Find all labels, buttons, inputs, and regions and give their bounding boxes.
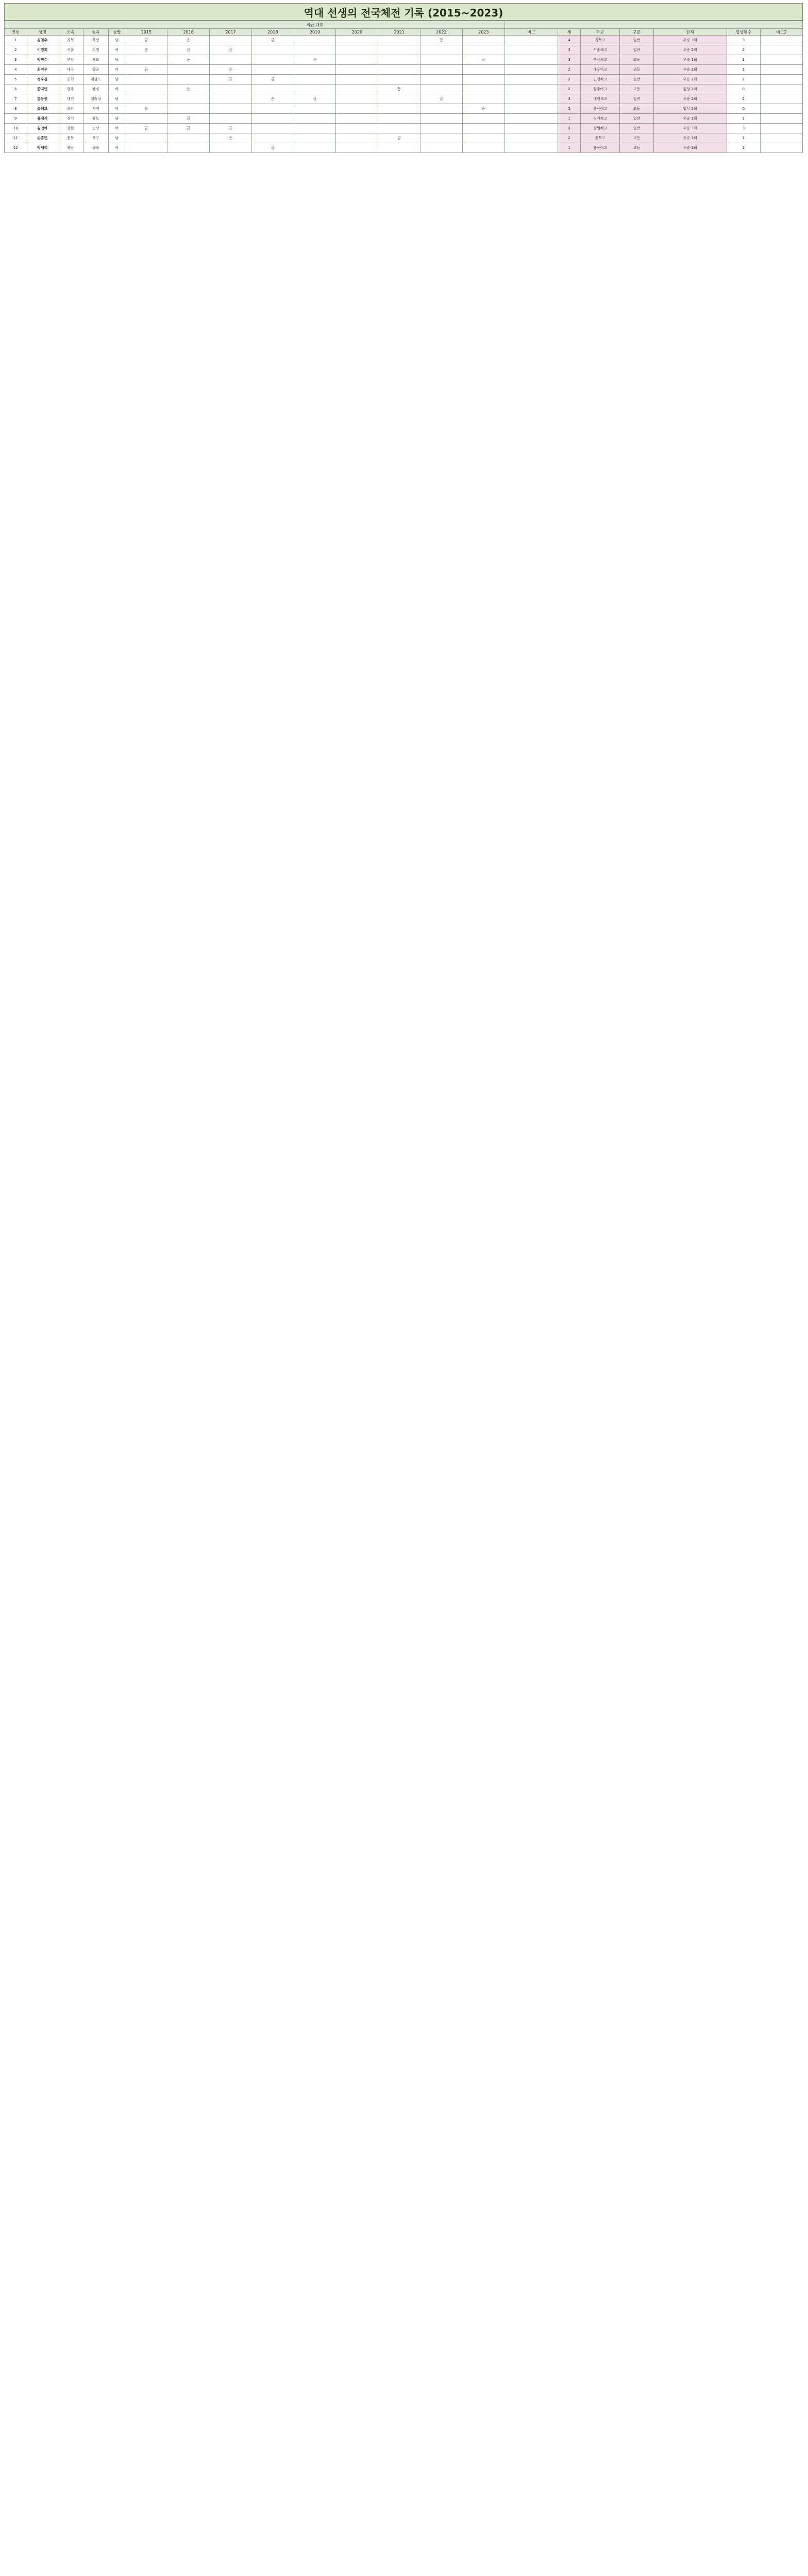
table-cell-y2018 <box>251 65 294 75</box>
table-cell-kind: 일반 <box>620 45 653 55</box>
table-cell-y2015 <box>125 75 167 84</box>
table-cell-school: 강원체고 <box>580 124 619 133</box>
table-cell-count: 2 <box>727 45 760 55</box>
table-cell-record: 우승 2회 <box>653 45 727 55</box>
table-cell-event: 수영 <box>83 45 108 55</box>
header-cell: 2018 <box>251 29 294 36</box>
table-cell-y2017: 금 <box>210 75 252 84</box>
table-cell-kind: 일반 <box>620 94 653 104</box>
table-cell-count: 1 <box>727 133 760 143</box>
table-cell-sex: 남 <box>108 75 125 84</box>
header-row-group <box>5 21 803 29</box>
header-cell: 2021 <box>378 29 420 36</box>
table-cell-y2023 <box>462 75 504 84</box>
table-cell-note <box>504 143 558 153</box>
table-cell-y2022 <box>420 55 463 65</box>
table-cell-y2017 <box>210 84 252 94</box>
table-cell-org: 경북 <box>58 36 83 45</box>
table-cell-y2018 <box>251 124 294 133</box>
table-cell-total: 1 <box>558 114 581 124</box>
table-cell-etc <box>760 55 802 65</box>
header-cell: 전적 <box>653 29 727 36</box>
table-cell-name: 유재석 <box>27 114 58 124</box>
header-blank <box>5 21 125 29</box>
table-cell-y2017 <box>210 104 252 114</box>
table-cell-record: 우승 2회 <box>653 94 727 104</box>
table-cell-count: 1 <box>727 65 760 75</box>
table-cell-sex: 여 <box>108 104 125 114</box>
header-group-years: 최근 대회 <box>125 21 504 29</box>
table-cell-event: 육상 <box>83 36 108 45</box>
header-cell: 비고 <box>504 29 558 36</box>
table-cell-note <box>504 114 558 124</box>
table-cell-event: 양궁 <box>83 65 108 75</box>
table-cell-y2021 <box>378 104 420 114</box>
table-cell-etc <box>760 84 802 94</box>
table-cell-school: 충북고 <box>580 133 619 143</box>
table-cell-record: 우승 1회 <box>653 65 727 75</box>
table-cell-y2019 <box>294 45 336 55</box>
table-cell-event: 빙상 <box>83 124 108 133</box>
table-cell-school: 인천체고 <box>580 75 619 84</box>
table-cell-y2023 <box>462 124 504 133</box>
table-cell-school: 경기체고 <box>580 114 619 124</box>
table-cell-sex: 남 <box>108 94 125 104</box>
table-cell-etc <box>760 114 802 124</box>
table-cell-name: 송혜교 <box>27 104 58 114</box>
table-cell-y2018 <box>251 84 294 94</box>
table-cell-y2023 <box>462 84 504 94</box>
table-cell-y2020 <box>336 84 378 94</box>
table-cell-y2020 <box>336 36 378 45</box>
table-cell-y2021: 금 <box>378 133 420 143</box>
table-cell-sex: 여 <box>108 124 125 133</box>
table-cell-org: 울산 <box>58 104 83 114</box>
table-cell-name: 한지민 <box>27 84 58 94</box>
table-cell-name: 김연아 <box>27 124 58 133</box>
table-cell-y2019: 은 <box>294 55 336 65</box>
table-cell-etc <box>760 75 802 84</box>
table-cell-sex: 남 <box>108 36 125 45</box>
table-cell-y2019 <box>294 114 336 124</box>
table-cell-record: 우승 3회 <box>653 124 727 133</box>
table-cell-no: 9 <box>5 114 27 124</box>
table-cell-org: 광주 <box>58 84 83 94</box>
table-cell-school: 경북고 <box>580 36 619 45</box>
table-cell-kind: 일반 <box>620 75 653 84</box>
table-cell-no: 3 <box>5 55 27 65</box>
table-cell-org: 인천 <box>58 75 83 84</box>
header-cell: 2022 <box>420 29 463 36</box>
table-cell-kind: 고등 <box>620 65 653 75</box>
table-cell-y2022 <box>420 124 463 133</box>
table-cell-school: 대전체고 <box>580 94 619 104</box>
header-row <box>5 29 803 36</box>
table-cell-y2016 <box>167 143 210 153</box>
header-cell: 종목 <box>83 29 108 36</box>
table-cell-y2023 <box>462 133 504 143</box>
table-cell-y2018 <box>251 133 294 143</box>
table-cell-school: 충남여고 <box>580 143 619 153</box>
table-cell-y2021 <box>378 114 420 124</box>
table-cell-y2021 <box>378 55 420 65</box>
header-cell: 2016 <box>167 29 210 36</box>
table-cell-etc <box>760 94 802 104</box>
table-cell-y2020 <box>336 45 378 55</box>
table-cell-school: 부산체고 <box>580 55 619 65</box>
table-row <box>5 104 803 114</box>
table-cell-y2017: 은 <box>210 133 252 143</box>
table-cell-y2022 <box>420 114 463 124</box>
table-cell-name: 강동원 <box>27 94 58 104</box>
table-cell-etc <box>760 124 802 133</box>
table-cell-y2019 <box>294 124 336 133</box>
table-cell-record: 우승 1회 <box>653 133 727 143</box>
table-body <box>5 36 803 153</box>
table-row <box>5 143 803 153</box>
table-cell-count: 2 <box>727 75 760 84</box>
table-cell-y2022 <box>420 45 463 55</box>
table-cell-y2020 <box>336 104 378 114</box>
sheet-title-bar <box>4 3 803 21</box>
table-cell-y2022 <box>420 133 463 143</box>
table-cell-y2015 <box>125 84 167 94</box>
table-cell-y2018: 은 <box>251 94 294 104</box>
table-cell-sex: 여 <box>108 65 125 75</box>
header-cell: 2017 <box>210 29 252 36</box>
table-cell-y2015 <box>125 114 167 124</box>
table-cell-y2015: 금 <box>125 65 167 75</box>
table-cell-org: 경기 <box>58 114 83 124</box>
table-cell-y2021: 동 <box>378 84 420 94</box>
table-cell-y2022 <box>420 65 463 75</box>
header-cell: 소속 <box>58 29 83 36</box>
table-cell-record: 우승 1회 <box>653 114 727 124</box>
table-cell-y2017: 은 <box>210 65 252 75</box>
records-table <box>4 21 803 153</box>
table-cell-no: 8 <box>5 104 27 114</box>
table-cell-kind: 고등 <box>620 84 653 94</box>
header-cell: 2020 <box>336 29 378 36</box>
header-cell: 입상횟수 <box>727 29 760 36</box>
table-cell-y2016 <box>167 94 210 104</box>
table-cell-y2018 <box>251 104 294 114</box>
table-cell-total: 3 <box>558 124 581 133</box>
table-cell-y2019 <box>294 84 336 94</box>
table-cell-total: 2 <box>558 133 581 143</box>
table-cell-y2020 <box>336 114 378 124</box>
table-cell-sex: 여 <box>108 84 125 94</box>
table-cell-org: 충북 <box>58 133 83 143</box>
table-cell-y2015 <box>125 94 167 104</box>
table-cell-y2016: 은 <box>167 84 210 94</box>
table-cell-no: 12 <box>5 143 27 153</box>
table-cell-y2022: 동 <box>420 36 463 45</box>
table-cell-y2021 <box>378 65 420 75</box>
table-cell-y2022 <box>420 75 463 84</box>
table-row <box>5 55 803 65</box>
table-cell-kind: 일반 <box>620 124 653 133</box>
table-cell-y2016: 금 <box>167 124 210 133</box>
table-cell-kind: 고등 <box>620 143 653 153</box>
table-cell-note <box>504 133 558 143</box>
table-cell-y2023 <box>462 114 504 124</box>
table-cell-y2017 <box>210 143 252 153</box>
table-cell-etc <box>760 65 802 75</box>
table-cell-total: 4 <box>558 36 581 45</box>
table-cell-count: 3 <box>727 124 760 133</box>
table-cell-y2015: 은 <box>125 45 167 55</box>
table-row <box>5 36 803 45</box>
table-cell-note <box>504 45 558 55</box>
table-cell-total: 2 <box>558 84 581 94</box>
table-cell-note <box>504 94 558 104</box>
table-cell-count: 3 <box>727 36 760 45</box>
table-cell-y2019: 금 <box>294 94 336 104</box>
table-cell-etc <box>760 45 802 55</box>
table-cell-sex: 여 <box>108 143 125 153</box>
table-cell-y2022: 금 <box>420 94 463 104</box>
table-cell-y2020 <box>336 65 378 75</box>
table-cell-y2021 <box>378 94 420 104</box>
table-cell-y2015 <box>125 133 167 143</box>
table-cell-no: 10 <box>5 124 27 133</box>
header-blank-right <box>504 21 802 29</box>
table-cell-org: 서울 <box>58 45 83 55</box>
table-cell-y2018: 금 <box>251 75 294 84</box>
table-cell-event: 펜싱 <box>83 84 108 94</box>
header-cell: 성별 <box>108 29 125 36</box>
table-row <box>5 65 803 75</box>
sheet-title: 역대 선생의 전국체전 기록 (2015~2023) <box>304 6 503 19</box>
table-cell-y2017: 금 <box>210 45 252 55</box>
table-cell-event: 태권도 <box>83 75 108 84</box>
table-cell-event: 축구 <box>83 133 108 143</box>
table-cell-school: 광주여고 <box>580 84 619 94</box>
table-cell-y2019 <box>294 36 336 45</box>
table-cell-y2019 <box>294 104 336 114</box>
table-cell-sex: 남 <box>108 55 125 65</box>
table-cell-y2023 <box>462 36 504 45</box>
table-cell-note <box>504 104 558 114</box>
table-cell-total: 2 <box>558 75 581 84</box>
table-cell-y2016: 금 <box>167 114 210 124</box>
table-cell-y2017 <box>210 36 252 45</box>
table-cell-y2021 <box>378 45 420 55</box>
table-cell-y2015: 동 <box>125 104 167 114</box>
header-cell: 계 <box>558 29 581 36</box>
table-cell-kind: 고등 <box>620 55 653 65</box>
table-cell-name: 박세리 <box>27 143 58 153</box>
table-cell-kind: 고등 <box>620 133 653 143</box>
table-cell-y2022 <box>420 143 463 153</box>
table-cell-school: 울산여고 <box>580 104 619 114</box>
table-cell-y2020 <box>336 94 378 104</box>
table-cell-y2018 <box>251 45 294 55</box>
table-cell-y2020 <box>336 124 378 133</box>
table-cell-y2023: 금 <box>462 55 504 65</box>
table-cell-name: 정우성 <box>27 75 58 84</box>
table-cell-y2018 <box>251 55 294 65</box>
header-cell: 2023 <box>462 29 504 36</box>
table-cell-event: 레슬링 <box>83 94 108 104</box>
table-cell-no: 2 <box>5 45 27 55</box>
table-cell-note <box>504 36 558 45</box>
table-row <box>5 133 803 143</box>
table-cell-y2020 <box>336 55 378 65</box>
table-cell-no: 6 <box>5 84 27 94</box>
table-cell-total: 3 <box>558 55 581 65</box>
table-cell-kind: 고등 <box>620 104 653 114</box>
table-cell-event: 유도 <box>83 114 108 124</box>
table-cell-record: 우승 2회 <box>653 75 727 84</box>
table-cell-y2023: 은 <box>462 104 504 114</box>
header-cell: 구분 <box>620 29 653 36</box>
table-cell-y2021 <box>378 36 420 45</box>
table-cell-y2015: 금 <box>125 124 167 133</box>
table-cell-org: 대전 <box>58 94 83 104</box>
table-cell-org: 부산 <box>58 55 83 65</box>
header-cell: 연번 <box>5 29 27 36</box>
table-cell-y2019 <box>294 133 336 143</box>
table-cell-sex: 남 <box>108 114 125 124</box>
table-cell-note <box>504 65 558 75</box>
table-cell-total: 3 <box>558 94 581 104</box>
table-cell-org: 충남 <box>58 143 83 153</box>
table-cell-y2018: 금 <box>251 36 294 45</box>
table-cell-org: 대구 <box>58 65 83 75</box>
table-cell-y2016 <box>167 75 210 84</box>
table-cell-no: 5 <box>5 75 27 84</box>
table-cell-name: 최지우 <box>27 65 58 75</box>
table-cell-note <box>504 124 558 133</box>
table-cell-y2019 <box>294 65 336 75</box>
table-cell-y2015 <box>125 55 167 65</box>
header-cell: 비고2 <box>760 29 802 36</box>
table-cell-etc <box>760 133 802 143</box>
table-cell-y2017: 금 <box>210 124 252 133</box>
table-cell-kind: 일반 <box>620 36 653 45</box>
table-cell-name: 이영희 <box>27 45 58 55</box>
table-cell-y2018: 금 <box>251 143 294 153</box>
table-row <box>5 45 803 55</box>
table-cell-no: 4 <box>5 65 27 75</box>
table-cell-name: 김철수 <box>27 36 58 45</box>
table-cell-etc <box>760 36 802 45</box>
table-cell-count: 0 <box>727 104 760 114</box>
header-cell: 2015 <box>125 29 167 36</box>
table-cell-no: 1 <box>5 36 27 45</box>
table-cell-y2016: 은 <box>167 36 210 45</box>
table-cell-record: 우승 3회 <box>653 36 727 45</box>
table-cell-total: 2 <box>558 104 581 114</box>
table-row <box>5 75 803 84</box>
table-cell-record: 입상 2회 <box>653 84 727 94</box>
table-cell-org: 강원 <box>58 124 83 133</box>
table-cell-note <box>504 84 558 94</box>
table-cell-y2019 <box>294 75 336 84</box>
table-cell-y2017 <box>210 114 252 124</box>
table-cell-event: 골프 <box>83 143 108 153</box>
table-cell-event: 체조 <box>83 55 108 65</box>
table-cell-y2016 <box>167 65 210 75</box>
table-cell-record: 우승 1회 <box>653 55 727 65</box>
table-cell-y2023 <box>462 65 504 75</box>
header-cell: 학교 <box>580 29 619 36</box>
table-cell-y2020 <box>336 75 378 84</box>
table-cell-note <box>504 75 558 84</box>
table-cell-y2015 <box>125 143 167 153</box>
table-row <box>5 94 803 104</box>
table-cell-y2016 <box>167 133 210 143</box>
table-cell-y2021 <box>378 124 420 133</box>
table-cell-count: 2 <box>727 94 760 104</box>
table-cell-count: 1 <box>727 55 760 65</box>
table-cell-y2023 <box>462 45 504 55</box>
table-cell-y2015: 금 <box>125 36 167 45</box>
table-cell-y2020 <box>336 143 378 153</box>
table-cell-total: 2 <box>558 65 581 75</box>
table-row <box>5 84 803 94</box>
table-cell-y2023 <box>462 94 504 104</box>
table-cell-count: 1 <box>727 114 760 124</box>
table-cell-y2023 <box>462 143 504 153</box>
table-cell-record: 입상 2회 <box>653 104 727 114</box>
table-cell-no: 7 <box>5 94 27 104</box>
table-cell-y2022 <box>420 84 463 94</box>
table-cell-y2018 <box>251 114 294 124</box>
table-cell-y2016 <box>167 104 210 114</box>
table-cell-school: 서울체고 <box>580 45 619 55</box>
table-cell-y2017 <box>210 55 252 65</box>
table-cell-y2021 <box>378 143 420 153</box>
table-cell-no: 11 <box>5 133 27 143</box>
table-cell-y2020 <box>336 133 378 143</box>
table-cell-y2016: 금 <box>167 45 210 55</box>
table-cell-total: 3 <box>558 45 581 55</box>
table-cell-note <box>504 55 558 65</box>
table-cell-y2016: 동 <box>167 55 210 65</box>
table-cell-count: 1 <box>727 143 760 153</box>
table-cell-kind: 일반 <box>620 114 653 124</box>
table-cell-y2017 <box>210 94 252 104</box>
table-cell-etc <box>760 143 802 153</box>
table-cell-event: 사격 <box>83 104 108 114</box>
table-cell-y2022 <box>420 104 463 114</box>
table-cell-count: 0 <box>727 84 760 94</box>
table-cell-etc <box>760 104 802 114</box>
table-cell-total: 1 <box>558 143 581 153</box>
table-cell-school: 대구여고 <box>580 65 619 75</box>
table-cell-y2019 <box>294 143 336 153</box>
table-cell-sex: 여 <box>108 45 125 55</box>
header-cell: 2019 <box>294 29 336 36</box>
table-cell-name: 박민수 <box>27 55 58 65</box>
table-cell-sex: 남 <box>108 133 125 143</box>
table-cell-name: 손흥민 <box>27 133 58 143</box>
table-cell-y2021 <box>378 75 420 84</box>
table-row <box>5 124 803 133</box>
table-cell-record: 우승 1회 <box>653 143 727 153</box>
header-cell: 성명 <box>27 29 58 36</box>
table-row <box>5 114 803 124</box>
